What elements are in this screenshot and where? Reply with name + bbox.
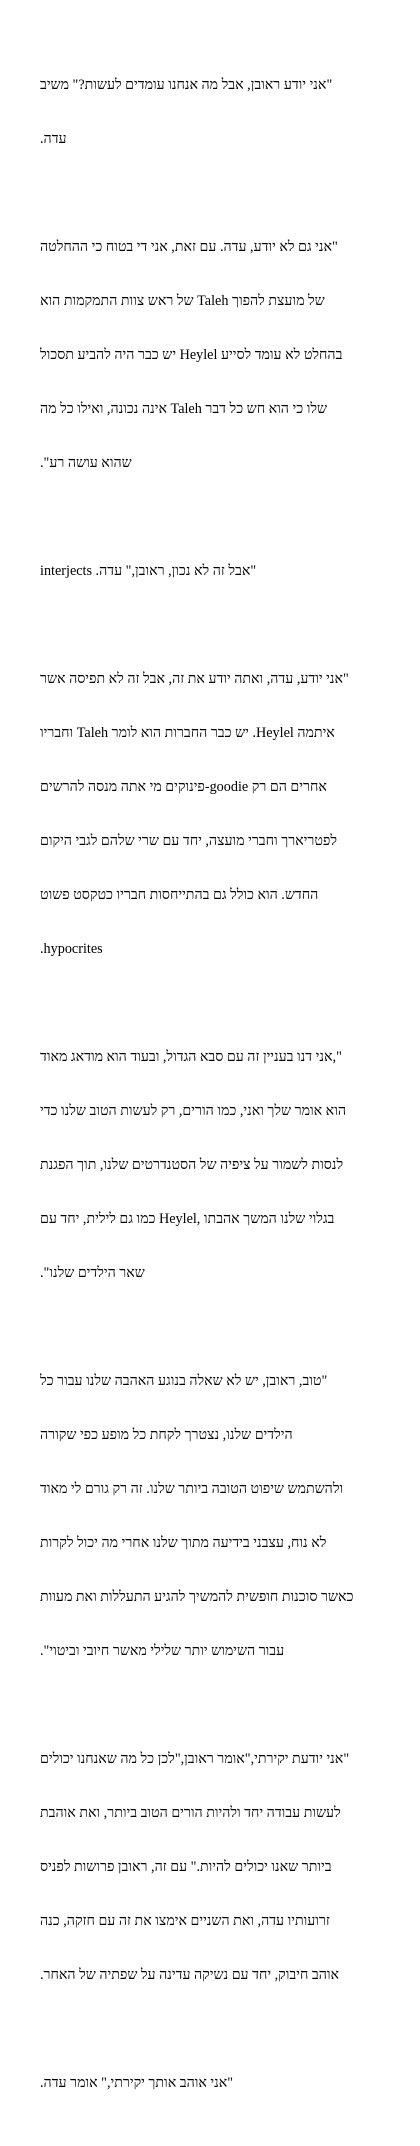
text-line: וחבריו Taleh יש כבר החברות הוא לומר .Heylel איתמה xyxy=(40,725,335,741)
text-line: לעשות עבודה יחד ולהיות הורים הטוב ביותר, ואת אוהבת xyxy=(40,1805,341,1821)
text-line: interjects .אבל זה לא נכון, ראובן," עדה" xyxy=(40,563,257,579)
text-line: ולהשתמש שיפוט הטובה ביותר שלנו. זה רק גורם לי מאוד xyxy=(40,1481,344,1497)
paragraph-5 xyxy=(40,1012,398,1318)
paragraph-8 xyxy=(40,2038,398,2128)
text-line: .אוהב חיבוק, יחד עם נשיקה עדינה על שפתיה של האחר xyxy=(40,1967,340,1983)
text-line: אני גם לא יודע, עדה. עם זאת, אני די בטוח כי ההחלטה" xyxy=(40,239,338,255)
text-line: פינוקים מי אתה מנסה להרשים-goodie אחרים הם רק xyxy=(40,779,327,795)
text-line: כמו גם לילית, יחד עם Heylel, בגלוי שלנו המשך אהבתו xyxy=(40,1211,335,1227)
paragraph-7 xyxy=(40,1714,398,2020)
text-line: .עדה xyxy=(40,131,67,147)
paragraph-2 xyxy=(40,202,398,508)
text-line: .אני אוהב אותך יקירתי," אומר עדה" xyxy=(40,2075,234,2091)
text-line: לפטריארך וחברי מועצה, יחד עם שרי שלהם לגבי היקום xyxy=(40,833,338,849)
text-line: הילדים שלנו, נצטרך לקחת כל מופע כפי שקורה xyxy=(40,1427,293,1443)
text-line: אני דנו בעניין זה עם סבא הגדול, ובעוד הוא מודאג מאוד," xyxy=(40,1049,342,1065)
text-line: זרועותיו עדה, ואת השניים אימצו את זה עם חזקה, כנה xyxy=(40,1913,330,1929)
text-line: אני יודעת יקירתי,"אומר ראובן,"לכן כל מה שאנחנו יכולים" xyxy=(40,1751,350,1767)
text-line: יש כבר היה להביע תסכול Heylel בהחלט לא עומד לסייע xyxy=(40,347,343,363)
text-line: אני יודע ראובן, אבל מה אנחנו עומדים לעשות?" משיב" xyxy=(40,77,333,93)
text-line: אני יודע, עדה, ואתה יודע את זה, אבל זה לא תפיסה אשר" xyxy=(40,671,349,687)
text-line: ."שהוא עושה רע xyxy=(40,455,132,471)
text-line: אינה נכונה, ואילו כל מה Taleh שלו כי הוא חש כל דבר xyxy=(40,401,328,417)
paragraph-3 xyxy=(40,526,398,616)
text-line: טוב, ראובן, יש לא שאלה בנוגע האהבה שלנו עבור כל" xyxy=(40,1373,328,1389)
text-line: .hypocrites xyxy=(40,941,103,957)
text-line: ."שאר הילדים שלנו xyxy=(40,1265,145,1281)
text-line: ביותר שאנו יכולים להיות." עם זה, ראובן פרושות לפניס xyxy=(40,1859,332,1875)
text-line: ."עבור השימוש יותר שלילי מאשר חיובי וביטוי xyxy=(40,1643,285,1659)
document-page xyxy=(40,40,398,2146)
text-line: כאשר סוכנות חופשית להמשיך להגיע התעללות ואת מעוות xyxy=(40,1589,354,1605)
paragraph-1 xyxy=(40,40,398,184)
paragraph-6 xyxy=(40,1336,398,1696)
text-line: לנסות לשמור על ציפיה של הסטנדרטים שלנו, תוך הפגנת xyxy=(40,1157,344,1173)
paragraph-4 xyxy=(40,634,398,994)
text-line: לא נוח, עצבני בידיעה מתוך שלנו אחרי מה יכול לקרות xyxy=(40,1535,327,1551)
text-line: החדש. הוא כולל גם בהתייחסות חבריו כטקסט פשוט xyxy=(40,887,319,903)
text-line: הוא אומר שלך ואני, כמו הורים, רק לעשות הטוב שלנו כדי xyxy=(40,1103,346,1119)
text-line: של ראש צוות התמקמות הוא Taleh של מועצת להפוך xyxy=(40,293,325,309)
